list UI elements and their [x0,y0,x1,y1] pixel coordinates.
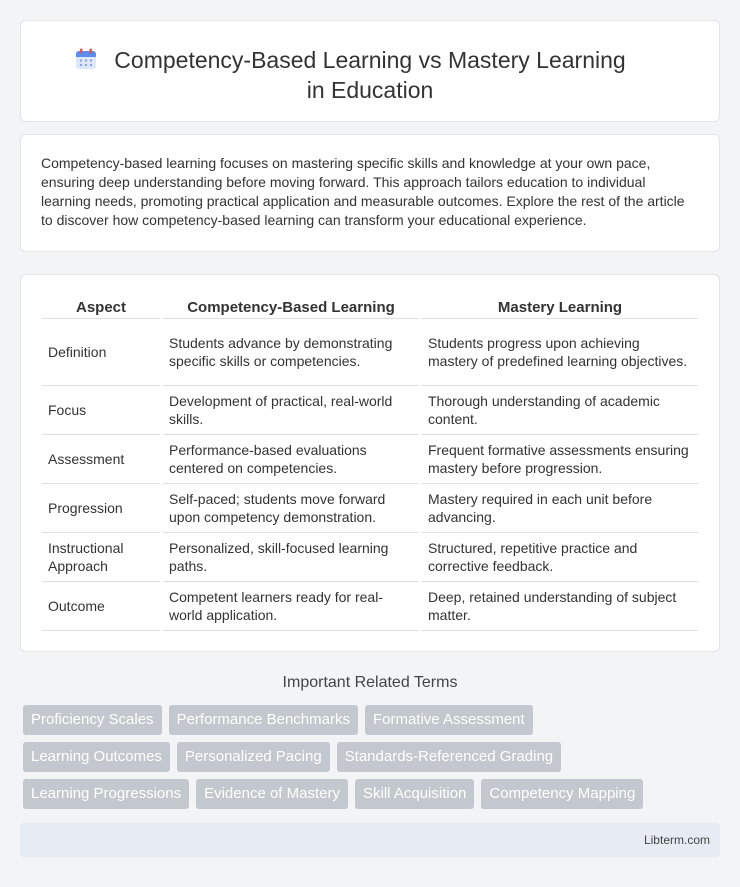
related-term-tag[interactable]: Skill Acquisition [355,779,474,809]
row-mastery-cell: Frequent formative assessments ensuring mastery before progression. [422,435,698,484]
related-terms-title: Important Related Terms [282,674,458,691]
row-competency-cell: Competent learners ready for real-world application. [163,582,419,631]
related-term-tag[interactable]: Learning Progressions [23,779,189,809]
header-competency-based: Competency-Based Learning [163,293,419,319]
row-mastery-cell: Students progress upon achieving mastery of predefined learning objectives. [422,319,698,386]
header-mastery: Mastery Learning [422,293,698,319]
row-aspect: Progression [42,484,160,533]
related-term-tag[interactable]: Formative Assessment [365,705,533,735]
row-competency-cell: Development of practical, real-world skills. [163,386,419,435]
title-card [20,20,720,122]
row-aspect: Outcome [42,582,160,631]
table-row [42,484,698,533]
table-row [42,582,698,631]
comparison-table [42,293,698,631]
row-competency-cell: Performance-based evaluations centered on competencies. [163,435,419,484]
related-term-tag[interactable]: Evidence of Mastery [196,779,348,809]
related-terms-row [23,705,533,735]
related-terms-row [23,742,561,772]
related-term-tag[interactable]: Personalized Pacing [177,742,330,772]
table-row [42,386,698,435]
table-row [42,319,698,386]
related-term-tag[interactable]: Standards-Referenced Grading [337,742,561,772]
table-row [42,435,698,484]
row-mastery-cell: Deep, retained understanding of subject matter. [422,582,698,631]
table-header-row [42,293,698,319]
related-term-tag[interactable]: Learning Outcomes [23,742,170,772]
row-competency-cell: Self-paced; students move forward upon competency demonstration. [163,484,419,533]
row-mastery-cell: Thorough understanding of academic content. [422,386,698,435]
footer [20,823,720,857]
intro-paragraph: Competency-based learning focuses on mastering specific skills and knowledge at your own pace, ensuring deep understanding before moving forward. This approach tailors education to individual learning needs, promoting practical application and measurable outcomes. Explore the rest of the article to discover how competency-based learning can transform your educational experience. [41,155,685,228]
row-mastery-cell: Structured, repetitive practice and corrective feedback. [422,533,698,582]
page-title: Competency-Based Learning vs Mastery Learning in Education [114,47,626,103]
row-aspect: Definition [42,319,160,386]
table-row [42,533,698,582]
related-term-tag[interactable]: Competency Mapping [481,779,643,809]
header-aspect: Aspect [42,293,160,319]
related-terms-row [23,779,643,809]
row-aspect: Assessment [42,435,160,484]
related-term-tag[interactable]: Proficiency Scales [23,705,162,735]
row-aspect: Focus [42,386,160,435]
related-term-tag[interactable]: Performance Benchmarks [169,705,358,735]
row-mastery-cell: Mastery required in each unit before advancing. [422,484,698,533]
comparison-table-card [20,274,720,652]
row-competency-cell: Students advance by demonstrating specific skills or competencies. [163,319,419,386]
footer-site-link[interactable]: Libterm.com [643,833,710,847]
row-competency-cell: Personalized, skill-focused learning paths. [163,533,419,582]
row-aspect: Instructional Approach [42,533,160,582]
intro-card [20,134,720,252]
